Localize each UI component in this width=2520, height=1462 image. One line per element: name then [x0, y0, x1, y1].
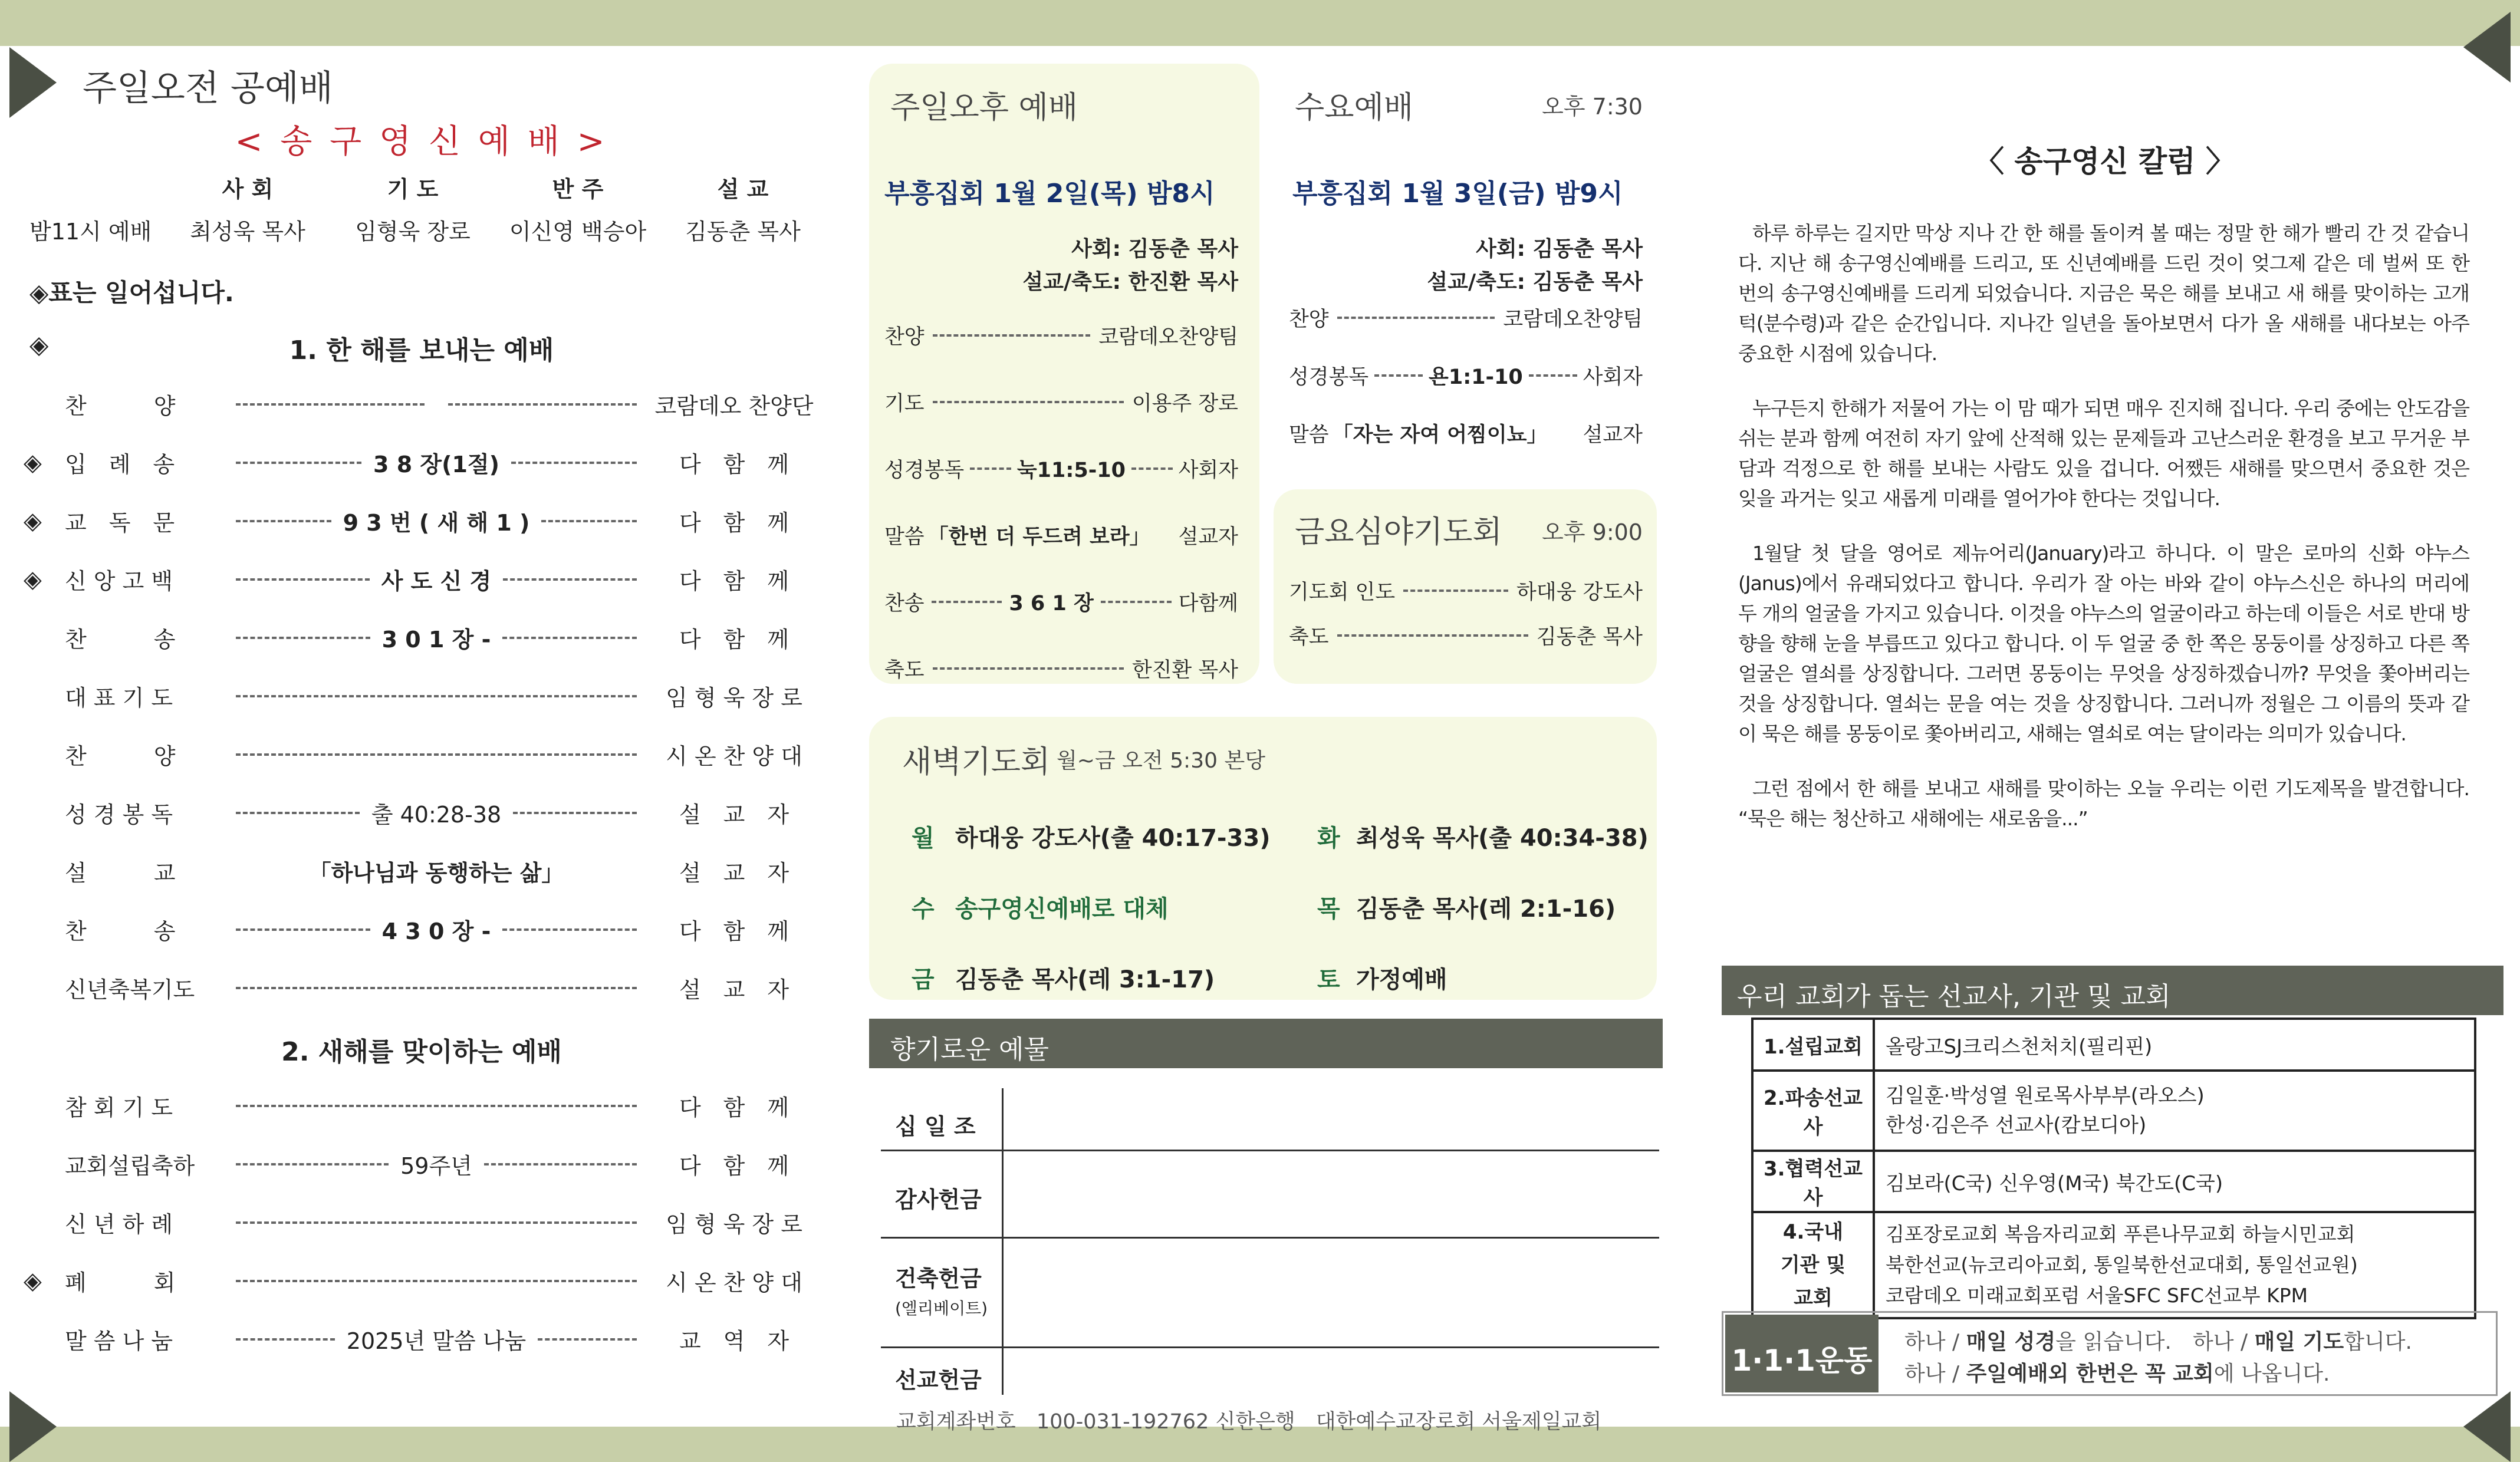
item-center: 3 8 장(1절): [373, 452, 499, 478]
dash-leader: [1131, 467, 1173, 470]
item-right: 설 교 자: [679, 802, 789, 828]
offering-row-line: [881, 1346, 1659, 1348]
item-name: 찬 양: [65, 393, 176, 419]
dash-leader: [236, 403, 425, 406]
mission-lines: [1874, 1019, 2475, 1071]
item-center: 사 도 신 경: [381, 568, 492, 594]
offering-label: 감사헌금: [895, 1187, 982, 1213]
item-center: 9 3 번 ( 새 해 1 ): [343, 510, 530, 536]
column-paragraph: 누구든지 한해가 저물어 가는 이 맘 때가 되면 매우 진지해 집니다. 우리 중에는 안도감을 쉬는 분과 함께 여전히 자기 앞에 산적해 있는 문제들과 고난스러운 환경을 보고 무거운 부담과 걱정으로 한 해를 보내는 사람도 있을 겁니다. 어쨌든 새해를 맞으면서 중요한 것은 잊을 과거는 잊고 새롭게 미래를 열어가야 한다는 것입니다.: [1738, 397, 2469, 510]
item-name: 성경봉독: [1289, 366, 1369, 389]
item-name: 기도회 인도: [1289, 581, 1396, 604]
movement-text: 을 읽습니다. 하나 /: [2055, 1330, 2255, 1354]
role-preacher: 김동춘 목사: [685, 219, 801, 245]
dawn-day-leader: 김동춘 목사(레 3:1-17): [955, 966, 1215, 993]
item-right: 이용주 장로: [1131, 391, 1238, 416]
order-item: [24, 375, 820, 433]
offering-label: 선교헌금: [895, 1367, 982, 1393]
dawn-day-leader: 최성욱 목사(출 40:34-38): [1356, 825, 1649, 852]
order-item: [24, 725, 820, 783]
column-title: 〈 송구영신 칼럼 〉: [1974, 144, 2236, 179]
movement-badge: [1725, 1315, 1879, 1392]
order-item: [24, 550, 820, 608]
dash-leader: [236, 520, 331, 522]
corner-ornament-top-right: [2463, 12, 2511, 83]
dash-leader: [236, 637, 370, 639]
mission-line: 북한선교(뉴코리아교회, 통일북한선교대회, 통일선교원): [1886, 1253, 2358, 1276]
mission-label: 2.파송선교사: [1752, 1071, 1874, 1151]
item-center: 욘1:1-10: [1429, 366, 1523, 389]
dash-leader: [236, 1280, 637, 1282]
item-center: 눅11:5-10: [1016, 458, 1126, 482]
dawn-day-label: 목: [1317, 895, 1340, 923]
order-item: [24, 1135, 820, 1193]
dash-leader: [236, 987, 637, 989]
dash-leader: [933, 667, 1124, 670]
column-paragraph: 하루 하루는 길지만 막상 지나 간 한 해를 돌이켜 볼 때는 정말 한 해가 빨리 간 것 같습니다. 지난 해 송구영신예배를 드리고, 또 신년예배를 드린 것이 엊그제 같은 데 벌써 또 한 번의 송구영신예배를 드리게 되었습니다. 지금은 묵은 해를 보내고 새 해를 맞이하는 고개턱(분수령)과 같은 순간입니다. 지나간 일년을 돌아보면서 다가 올 새해를 내다보는 아주 중요한 시점에 있습니다.: [1738, 222, 2470, 365]
dash-leader: [502, 637, 637, 639]
top-border: [0, 0, 2520, 46]
dash-leader: [503, 578, 637, 581]
item-right: 다 함 께: [679, 918, 789, 944]
wednesday-title: 수요예배: [1295, 90, 1413, 126]
item-right: 시 온 찬 양 대: [666, 743, 802, 769]
item-right: 사회자: [1178, 458, 1239, 482]
dash-leader: [448, 403, 637, 406]
offering-divider-vertical: [1002, 1088, 1004, 1395]
item-right: 김동춘 목사: [1536, 625, 1643, 649]
dash-leader: [513, 812, 637, 814]
item-name: 축도: [1289, 625, 1329, 649]
column-paragraph: 그런 점에서 한 해를 보내고 새해를 맞이하는 오늘 우리는 이런 기도제목을 발견합니다. “묵은 해는 청산하고 새해에는 새로움을...”: [1738, 777, 2469, 830]
part1-order-list: [24, 375, 820, 1017]
order-item: [24, 433, 820, 492]
movement-text: 하나 /: [1904, 1330, 1966, 1354]
mission-label: 4.국내기관 및 교회: [1752, 1212, 1874, 1318]
item-name: 기도: [884, 391, 925, 416]
offering-header: [869, 1019, 1663, 1068]
order-item: [24, 842, 820, 900]
item-name: 찬양: [1289, 308, 1329, 331]
item-name: 말 씀 나 눔: [65, 1328, 173, 1354]
item-right: 설교자: [1178, 525, 1238, 549]
item-center: 3 6 1 장: [1009, 591, 1094, 615]
dash-leader: [236, 462, 361, 464]
order-item: [884, 635, 1238, 702]
service-subtitle: < 송 구 영 신 예 배 >: [235, 123, 608, 161]
dash-leader: [933, 334, 1091, 337]
dash-leader: [511, 462, 637, 464]
dash-leader: [1529, 374, 1577, 377]
order-item: [24, 1193, 820, 1252]
dawn-day-leader: 김동춘 목사(레 2:1-16): [1356, 895, 1616, 923]
dash-leader: [538, 1338, 637, 1341]
order-item: [1289, 347, 1643, 404]
movement-highlight: 매일 성경: [1966, 1330, 2056, 1354]
item-name: 교 독 문: [65, 510, 175, 536]
order-item: [24, 783, 820, 842]
dash-leader: [236, 812, 360, 814]
dawn-prayer-title: 새벽기도회: [902, 745, 1051, 780]
item-right: 다 함 께: [679, 1095, 789, 1121]
order-item: [1289, 404, 1643, 462]
item-right: 다 함 께: [679, 1153, 789, 1179]
sunday-pm-officiant: 사회: 김동춘 목사: [1071, 237, 1238, 261]
sunday-pm-title: 주일오후 예배: [890, 90, 1078, 126]
mission-title: 우리 교회가 돕는 선교사, 기관 및 교회: [1737, 982, 2171, 1012]
item-name: 입 례 송: [65, 452, 175, 478]
mission-line: 김보라(C국) 신우영(M국) 북간도(C국): [1886, 1171, 2223, 1196]
item-right: 하대웅 강도사: [1516, 581, 1643, 604]
mission-header: [1722, 966, 2503, 1015]
dash-leader: [236, 1221, 637, 1224]
order-item: [24, 667, 820, 725]
offering-label: 건축헌금: [895, 1266, 982, 1292]
order-item: [24, 959, 820, 1017]
order-item: [884, 502, 1238, 568]
item-name: 성 경 봉 독: [65, 802, 173, 828]
wednesday-preacher: 설교/축도: 김동춘 목사: [1427, 270, 1643, 294]
dash-leader: [236, 753, 637, 756]
item-center: 2025년 말씀 나눔: [346, 1328, 527, 1354]
dash-leader: [1374, 374, 1423, 377]
item-right: 다 함 께: [679, 627, 789, 653]
order-item: [24, 492, 820, 550]
order-item: [1289, 613, 1643, 658]
table-row: [1752, 1019, 2475, 1071]
item-name: 말씀: [1289, 423, 1329, 447]
item-right: 교 역 자: [679, 1328, 789, 1354]
column-paragraph: 1월달 첫 달을 영어로 제뉴어리(January)라고 하니다. 이 말은 로마의 신화 야누스(Janus)에서 유래되었다고 합니다. 우리가 잘 아는 바와 같이 야누스신은 하나의 머리에 두 개의 얼굴을 가지고 있습니다. 이것을 야누스의 얼굴이라고 하는데 이들은 서로 반대 방향을 향해 눈을 부릅뜨고 있다고 합니다. 이 두 얼굴 중 한 쪽은 몽둥이를 상징하고 다른 쪽 얼굴은 열쇠를 상징합니다. 그러면 몽둥이는 무엇을 상징하겠습니까? 무엇을 쫓아버리는 것을 상징합니다. 열쇠는 문을 여는 것을 상징합니다. 그러니까 정월은 그 이름의 뜻과 같이 묵은 해를 몽둥이로 쫓아버리고, 새해는 열쇠로 여는 달이라는 의미가 있습니다.: [1738, 542, 2469, 745]
dash-leader: [236, 1105, 637, 1107]
dash-leader: [484, 1163, 637, 1165]
wednesday-order: [1289, 289, 1643, 462]
sermon-title: 「한번 더 두드려 보라」: [927, 525, 1150, 549]
item-name: 설 교: [65, 860, 176, 886]
item-name: 참 회 기 도: [65, 1095, 173, 1121]
item-name: 찬 송: [65, 918, 176, 944]
item-right: 시 온 찬 양 대: [666, 1270, 802, 1296]
mission-line: 코람데오 미래교회포럼 서울SFC SFC선교부 KPM: [1886, 1284, 2308, 1307]
corner-ornament-top-left: [9, 47, 57, 118]
item-right: 임 형 욱 장 로: [666, 1211, 802, 1237]
friday-title: 금요심야기도회: [1295, 515, 1502, 550]
order-item: [1289, 289, 1643, 347]
table-row: [1752, 1151, 2475, 1212]
item-center: 59주년: [400, 1153, 472, 1179]
sunday-pm-event: 부흥집회 1월 2일(목) 밤8시: [884, 179, 1215, 209]
part1-title: 1. 한 해를 보내는 예배: [289, 335, 554, 366]
item-name: 찬양: [884, 325, 925, 349]
offering-title: 향기로운 예물: [890, 1035, 1050, 1065]
role-officiant: 최성욱 목사: [190, 219, 305, 245]
item-center: 4 3 0 장 -: [381, 918, 491, 944]
mission-label: 1.설립교회: [1752, 1019, 1874, 1071]
mission-line: 한성·김은주 선교사(캄보디아): [1886, 1114, 2147, 1137]
item-right: 코람데오찬양팀: [1098, 325, 1238, 349]
item-right: 임 형 욱 장 로: [666, 685, 802, 711]
movement-badge-label: 1·1·1운동: [1731, 1344, 1873, 1378]
item-right: 코람데오찬양팀: [1503, 308, 1643, 331]
offering-label: 십 일 조: [895, 1114, 976, 1140]
stand-mark: ◈: [24, 449, 42, 476]
dawn-day-leader: 하대웅 강도사(출 40:17-33): [955, 825, 1271, 852]
order-item: [24, 900, 820, 959]
item-name: 폐 회: [65, 1270, 176, 1296]
role-service-time: 밤11시 예배: [29, 219, 152, 245]
dawn-day-leader: 송구영신예배로 대체: [955, 895, 1169, 923]
stand-mark: ◈: [24, 565, 42, 593]
dash-leader: [236, 578, 370, 581]
role-header-sermon: 설 교: [717, 176, 769, 202]
role-header-officiant: 사 회: [222, 176, 274, 202]
order-item: [884, 302, 1238, 368]
column-body: [1738, 218, 2469, 834]
dash-leader: [1403, 590, 1508, 592]
dawn-day-label: 수: [912, 895, 935, 923]
item-name: 축도: [884, 658, 925, 682]
item-right: 설 교 자: [679, 977, 789, 1003]
movement-highlight: 주일예배외 한번은 꼭 교회: [1966, 1362, 2214, 1386]
item-name: 대 표 기 도: [65, 685, 173, 711]
dash-leader: [236, 1163, 389, 1165]
item-right: 설 교 자: [679, 860, 789, 886]
sunday-pm-preacher: 설교/축도: 한진환 목사: [1022, 270, 1238, 294]
order-item: [24, 1310, 820, 1368]
dash-leader: [236, 1338, 335, 1341]
dash-leader: [1101, 601, 1172, 603]
dash-leader: [236, 695, 637, 697]
sermon-title: 「자는 자여 어찜이뇨」: [1332, 423, 1548, 447]
order-item: [884, 368, 1238, 435]
church-account: 교회계좌번호 100-031-192762 신한은행 대한예수교장로회 서울제일교회: [896, 1410, 1602, 1434]
order-item: [24, 608, 820, 667]
dash-leader: [1337, 634, 1528, 637]
sermon-title: 「하나님과 동행하는 삶」: [308, 860, 564, 886]
page-title: 주일오전 공예배: [83, 68, 333, 109]
dawn-prayer-schedule: 월~금 오전 5:30 본당: [1057, 749, 1265, 773]
movement-text: 에 나옵니다.: [2213, 1362, 2330, 1386]
movement-highlight: 매일 기도: [2254, 1330, 2344, 1354]
corner-ornament-bottom-right: [2463, 1391, 2511, 1462]
friday-time: 오후 9:00: [1542, 519, 1643, 545]
part1-mark: ◈: [29, 330, 49, 359]
wednesday-officiant: 사회: 김동춘 목사: [1476, 237, 1643, 261]
dash-leader: [236, 928, 370, 931]
mission-lines: [1874, 1212, 2475, 1318]
sunday-pm-order: [884, 302, 1238, 702]
movement-text: 합니다.: [2344, 1330, 2412, 1354]
order-item: [884, 568, 1238, 635]
mission-line: 김일훈·박성열 원로목사부부(라오스): [1886, 1084, 2205, 1108]
stand-mark: ◈: [24, 1267, 42, 1295]
order-item: [1289, 568, 1643, 613]
dawn-day-label: 화: [1317, 825, 1340, 852]
item-name: 신 앙 고 백: [65, 568, 173, 594]
dash-leader: [541, 520, 637, 522]
item-right: 사회자: [1583, 366, 1643, 389]
item-name: 말씀: [884, 525, 925, 549]
part2-title: 2. 새해를 맞이하는 예배: [281, 1037, 562, 1067]
offering-row-line: [881, 1150, 1659, 1151]
corner-ornament-bottom-left: [9, 1391, 57, 1462]
mission-line: 김포장로교회 복음자리교회 푸른나무교회 하늘시민교회: [1886, 1223, 2355, 1246]
item-right: 한진환 목사: [1131, 658, 1238, 682]
wednesday-event: 부흥집회 1월 3일(금) 밤9시: [1292, 179, 1623, 209]
item-center: 3 0 1 장 -: [381, 627, 491, 653]
item-name: 찬 양: [65, 743, 176, 769]
dash-leader: [502, 928, 637, 931]
part2-order-list: [24, 1076, 820, 1368]
order-item: [24, 1076, 820, 1135]
role-prayer: 임형욱 장로: [355, 219, 471, 245]
dawn-day-leader: 가정예배: [1356, 966, 1447, 993]
order-item: [884, 435, 1238, 502]
mission-lines: [1874, 1151, 2475, 1212]
mission-label: 3.협력선교사: [1752, 1151, 1874, 1212]
role-header-prayer: 기 도: [387, 176, 439, 202]
dash-leader: [1337, 317, 1495, 319]
offering-row-line: [881, 1237, 1659, 1239]
stand-note: ◈표는 일어섭니다.: [29, 278, 234, 307]
item-right: 다 함 께: [679, 452, 789, 478]
item-name: 찬 송: [65, 627, 176, 653]
item-right: 다 함 께: [679, 568, 789, 594]
item-right: 코람데오 찬양단: [654, 393, 814, 419]
mission-lines: [1874, 1071, 2475, 1151]
offering-table: [881, 1088, 1659, 1395]
friday-order: [1289, 568, 1643, 658]
role-accompanist: 이신영 백승아: [509, 219, 647, 245]
item-center: 출 40:28-38: [371, 802, 502, 828]
offering-sublabel: (엘리베이트): [895, 1299, 988, 1318]
item-right: 다 함 께: [679, 510, 789, 536]
mission-table: [1751, 1018, 2476, 1319]
order-item: [24, 1252, 820, 1310]
item-right: 다함께: [1178, 591, 1238, 615]
dash-leader: [933, 401, 1124, 403]
dawn-day-label: 금: [912, 966, 935, 993]
role-header-accompanist: 반 주: [552, 176, 604, 202]
item-name: 교회설립축하: [65, 1153, 195, 1179]
dawn-day-label: 토: [1317, 966, 1340, 993]
item-name: 찬송: [884, 591, 925, 615]
movement-line-2: [1904, 1357, 2330, 1387]
table-row: [1752, 1071, 2475, 1151]
item-name: 신년축복기도: [65, 977, 195, 1003]
item-right: 설교자: [1583, 423, 1643, 447]
wednesday-time: 오후 7:30: [1542, 94, 1643, 120]
dash-leader: [932, 601, 1002, 603]
table-row: [1752, 1212, 2475, 1318]
movement-line-1: [1904, 1325, 2412, 1355]
item-name: 신 년 하 례: [65, 1211, 173, 1237]
movement-text: 하나 /: [1904, 1362, 1966, 1386]
dash-leader: [970, 467, 1011, 470]
mission-line: 올랑고SJ크리스천처치(필리핀): [1886, 1035, 2153, 1059]
stand-mark: ◈: [24, 507, 42, 535]
dawn-day-label: 월: [912, 825, 935, 852]
item-name: 성경봉독: [884, 458, 965, 482]
